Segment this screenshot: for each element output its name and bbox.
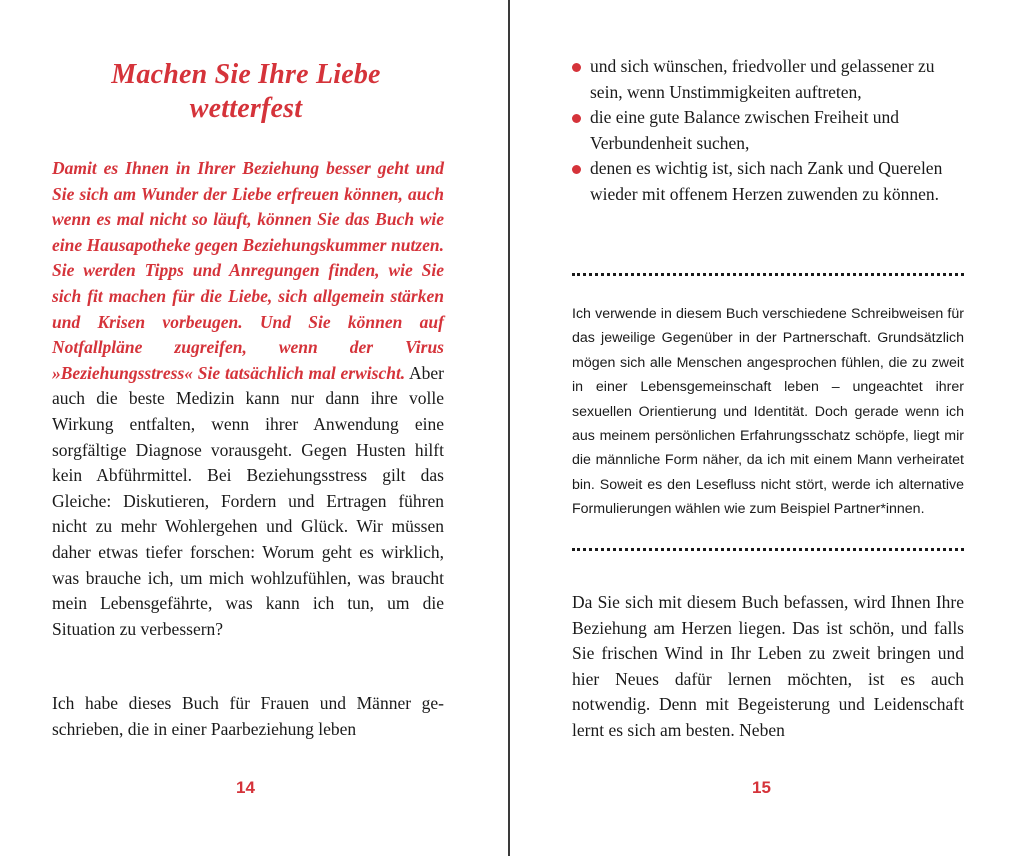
page-number-left: 14 — [236, 778, 255, 797]
note-box: Ich verwende in diesem Buch verschiedene Schreibweisen für das jeweilige Gegenüber in der Partnerschaft. Grundsätzlich mögen sich alle Menschen angesprochen fühlen, die zu zweit in einer Lebensgemeinschaft leben – ungeachtet ihrer sexuellen Orientierung und Identität. Doch gerade wenn ich aus meinem persönlichen Erfahrungsschatz schöpfe, liegt mir die männliche Form näher, da ich mit einem Mann verheiratet bin. Soweit es den Lesefluss nicht stört, werde ich alternative Formulierungen wählen wie zum Beispiel Partner*innen. — [572, 306, 964, 518]
page-number-right: 15 — [752, 778, 771, 797]
bullet-dot-icon — [572, 63, 581, 72]
bullet-item — [570, 54, 970, 105]
right-page — [510, 0, 1020, 856]
bullet-list — [570, 54, 970, 208]
bullet-item — [570, 156, 970, 207]
bullet-text: und sich wünschen, friedvoller und gelassener zu sein, wenn Unstimmigkeiten auftreten, — [590, 56, 935, 102]
bullet-dot-icon — [572, 114, 581, 123]
intro-text: Damit es Ihnen in Ihrer Beziehung besser geht und Sie sich am Wunder der Liebe erfreuen können, auch wenn es mal nicht so läuft, können Sie das Buch wie eine Hausapotheke gegen Beziehungskummer nutzen. Sie werden Tipps und Anregungen finden, wie Sie sich fit machen für die Liebe, sich allgemein stärken und Krisen vorbeugen. Und Sie können auf Notfallpläne zugreifen, wenn der Virus »Beziehungsstress« Sie tatsächlich mal erwischt. — [52, 158, 444, 383]
bullet-dot-icon — [572, 165, 581, 174]
dotted-divider-bottom — [572, 548, 964, 551]
body-text: Aber auch die beste Medizin kann nur dann ihre volle Wirkung entfalten, wenn ihrer Anwendung eine sorgfältige Diagnose vorausgeht. Gegen Husten hilft kein Abführmittel. Bei Beziehungsstress gilt das Gleiche: Diskutieren, Fordern und Ertragen führen nicht zu mehr Wohlergehen und Glück. Wir müssen daher etwas tiefer forschen: Worum geht es wirklich, was brauche ich, um mich wohlzufühlen, was braucht mein Lebensgefährte, was kann ich tun, um die Situation zu verbessern? — [52, 362, 444, 639]
bullet-text: denen es wichtig ist, sich nach Zank und Querelen wieder mit offenem Herzen zuwenden zu können. — [590, 158, 943, 204]
bullet-item — [570, 105, 970, 156]
left-page — [0, 0, 508, 856]
left-body — [52, 156, 444, 642]
left-paragraph-2: Ich habe dieses Buch für Frauen und Männer geschrieben, die in einer Paarbeziehung leben — [52, 693, 444, 739]
chapter-title: Machen Sie Ihre Liebe wetterfest — [111, 59, 381, 124]
dotted-divider-top — [572, 273, 964, 276]
right-body: Da Sie sich mit diesem Buch befassen, wird Ihnen Ihre Beziehung am Herzen liegen. Das ist schön, und falls Sie frischen Wind in Ihr Leben zu zweit bringen und hier Neues dafür lernen möchten, ist es auch notwendig. Denn mit Begeisterung und Leidenschaft lernt es sich am besten. Neben — [572, 592, 964, 740]
bullet-text: die eine gute Balance zwischen Freiheit und Verbundenheit suchen, — [590, 107, 900, 153]
